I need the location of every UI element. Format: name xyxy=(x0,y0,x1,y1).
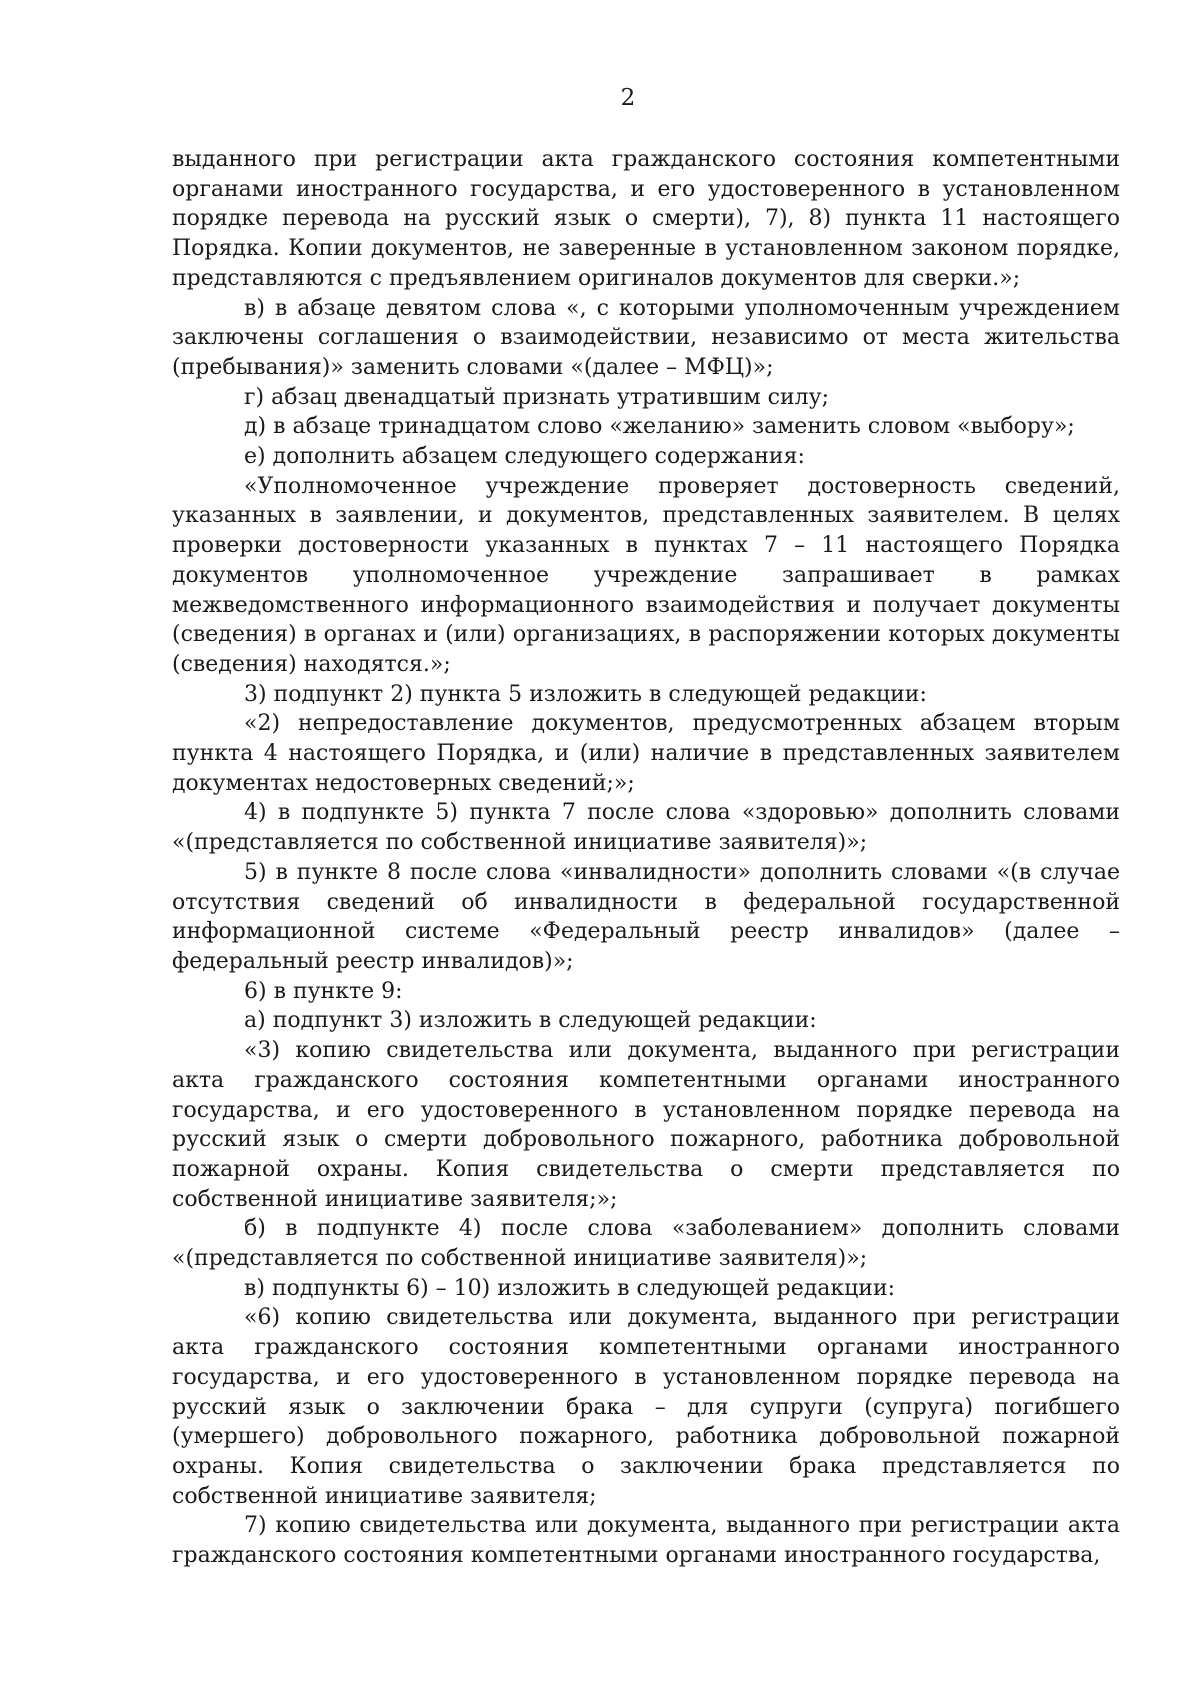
paragraph: 3) подпункт 2) пункта 5 изложить в следующей редакции: xyxy=(244,681,927,707)
paragraph: «2) непредоставление документов, предусмотренных абзацем вторым пункта 4 настоящего Порядка, и (или) наличие в представленных заявителем документах недостоверных сведений;»; xyxy=(172,711,1120,796)
paragraph: 4) в подпункте 5) пункта 7 после слова «здоровью» дополнить словами «(представляется по собственной инициативе заявителя)»; xyxy=(172,800,1120,856)
paragraph: в) в абзаце девятом слова «, с которыми уполномоченным учреждением заключены соглашения о взаимодействии, независимо от места жительства (пребывания)» заменить словами «(далее – МФЦ)»; xyxy=(172,295,1120,380)
paragraph: е) дополнить абзацем следующего содержания: xyxy=(244,444,805,470)
paragraph: г) абзац двенадцатый признать утратившим силу; xyxy=(244,384,829,410)
paragraph: «Уполномоченное учреждение проверяет достоверность сведений, указанных в заявлении, и документов, представленных заявителем. В целях проверки достоверности указанных в пунктах 7 – 11 настоящего Порядка документов уполномоченное учреждение запрашивает в рамках межведомственного информационного взаимодействия и получает документы (сведения) в органах и (или) организациях, в распоряжении которых документы (сведения) находятся.»; xyxy=(172,473,1120,677)
paragraph: «6) копию свидетельства или документа, выданного при регистрации акта гражданского состояния компетентными органами иностранного государства, и его удостоверенного в установленном порядке перевода на русский язык о заключении брака – для супруги (супруга) погибшего (умершего) добровольного пожарного, работника добровольной пожарной охраны. Копия свидетельства о заключении брака представляется по собственной инициативе заявителя; xyxy=(172,1305,1120,1509)
paragraph: «3) копию свидетельства или документа, выданного при регистрации акта гражданского состояния компетентными органами иностранного государства, и его удостоверенного в установленном порядке перевода на русский язык о смерти добровольного пожарного, работника добровольной пожарной охраны. Копия свидетельства о смерти представляется по собственной инициативе заявителя;»; xyxy=(172,1038,1120,1212)
paragraph: 5) в пункте 8 после слова «инвалидности» дополнить словами «(в случае отсутствия сведений об инвалидности в федеральной государственной информационной системе «Федеральный реестр инвалидов» (далее – федеральный реестр инвалидов)»; xyxy=(172,859,1120,974)
paragraph: 6) в пункте 9: xyxy=(244,978,403,1004)
document-body xyxy=(172,145,1120,1571)
paragraph: а) подпункт 3) изложить в следующей редакции: xyxy=(244,1008,817,1034)
paragraph: д) в абзаце тринадцатом слово «желанию» заменить словом «выбору»; xyxy=(244,414,1075,440)
paragraph: б) в подпункте 4) после слова «заболеванием» дополнить словами «(представляется по собственной инициативе заявителя)»; xyxy=(172,1216,1120,1272)
paragraph-continuation: выданного при регистрации акта гражданского состояния компетентными органами иностранного государства, и его удостоверенного в установленном порядке перевода на русский язык о смерти), 7), 8) пункта 11 настоящего Порядка. Копии документов, не заверенные в установленном законом порядке, представляются с предъявлением оригиналов документов для сверки.»; xyxy=(172,147,1120,291)
paragraph: в) подпункты 6) – 10) изложить в следующей редакции: xyxy=(244,1275,896,1301)
paragraph: 7) копию свидетельства или документа, выданного при регистрации акта гражданского состояния компетентными органами иностранного государства, xyxy=(172,1513,1120,1569)
page-number: 2 xyxy=(620,85,636,111)
